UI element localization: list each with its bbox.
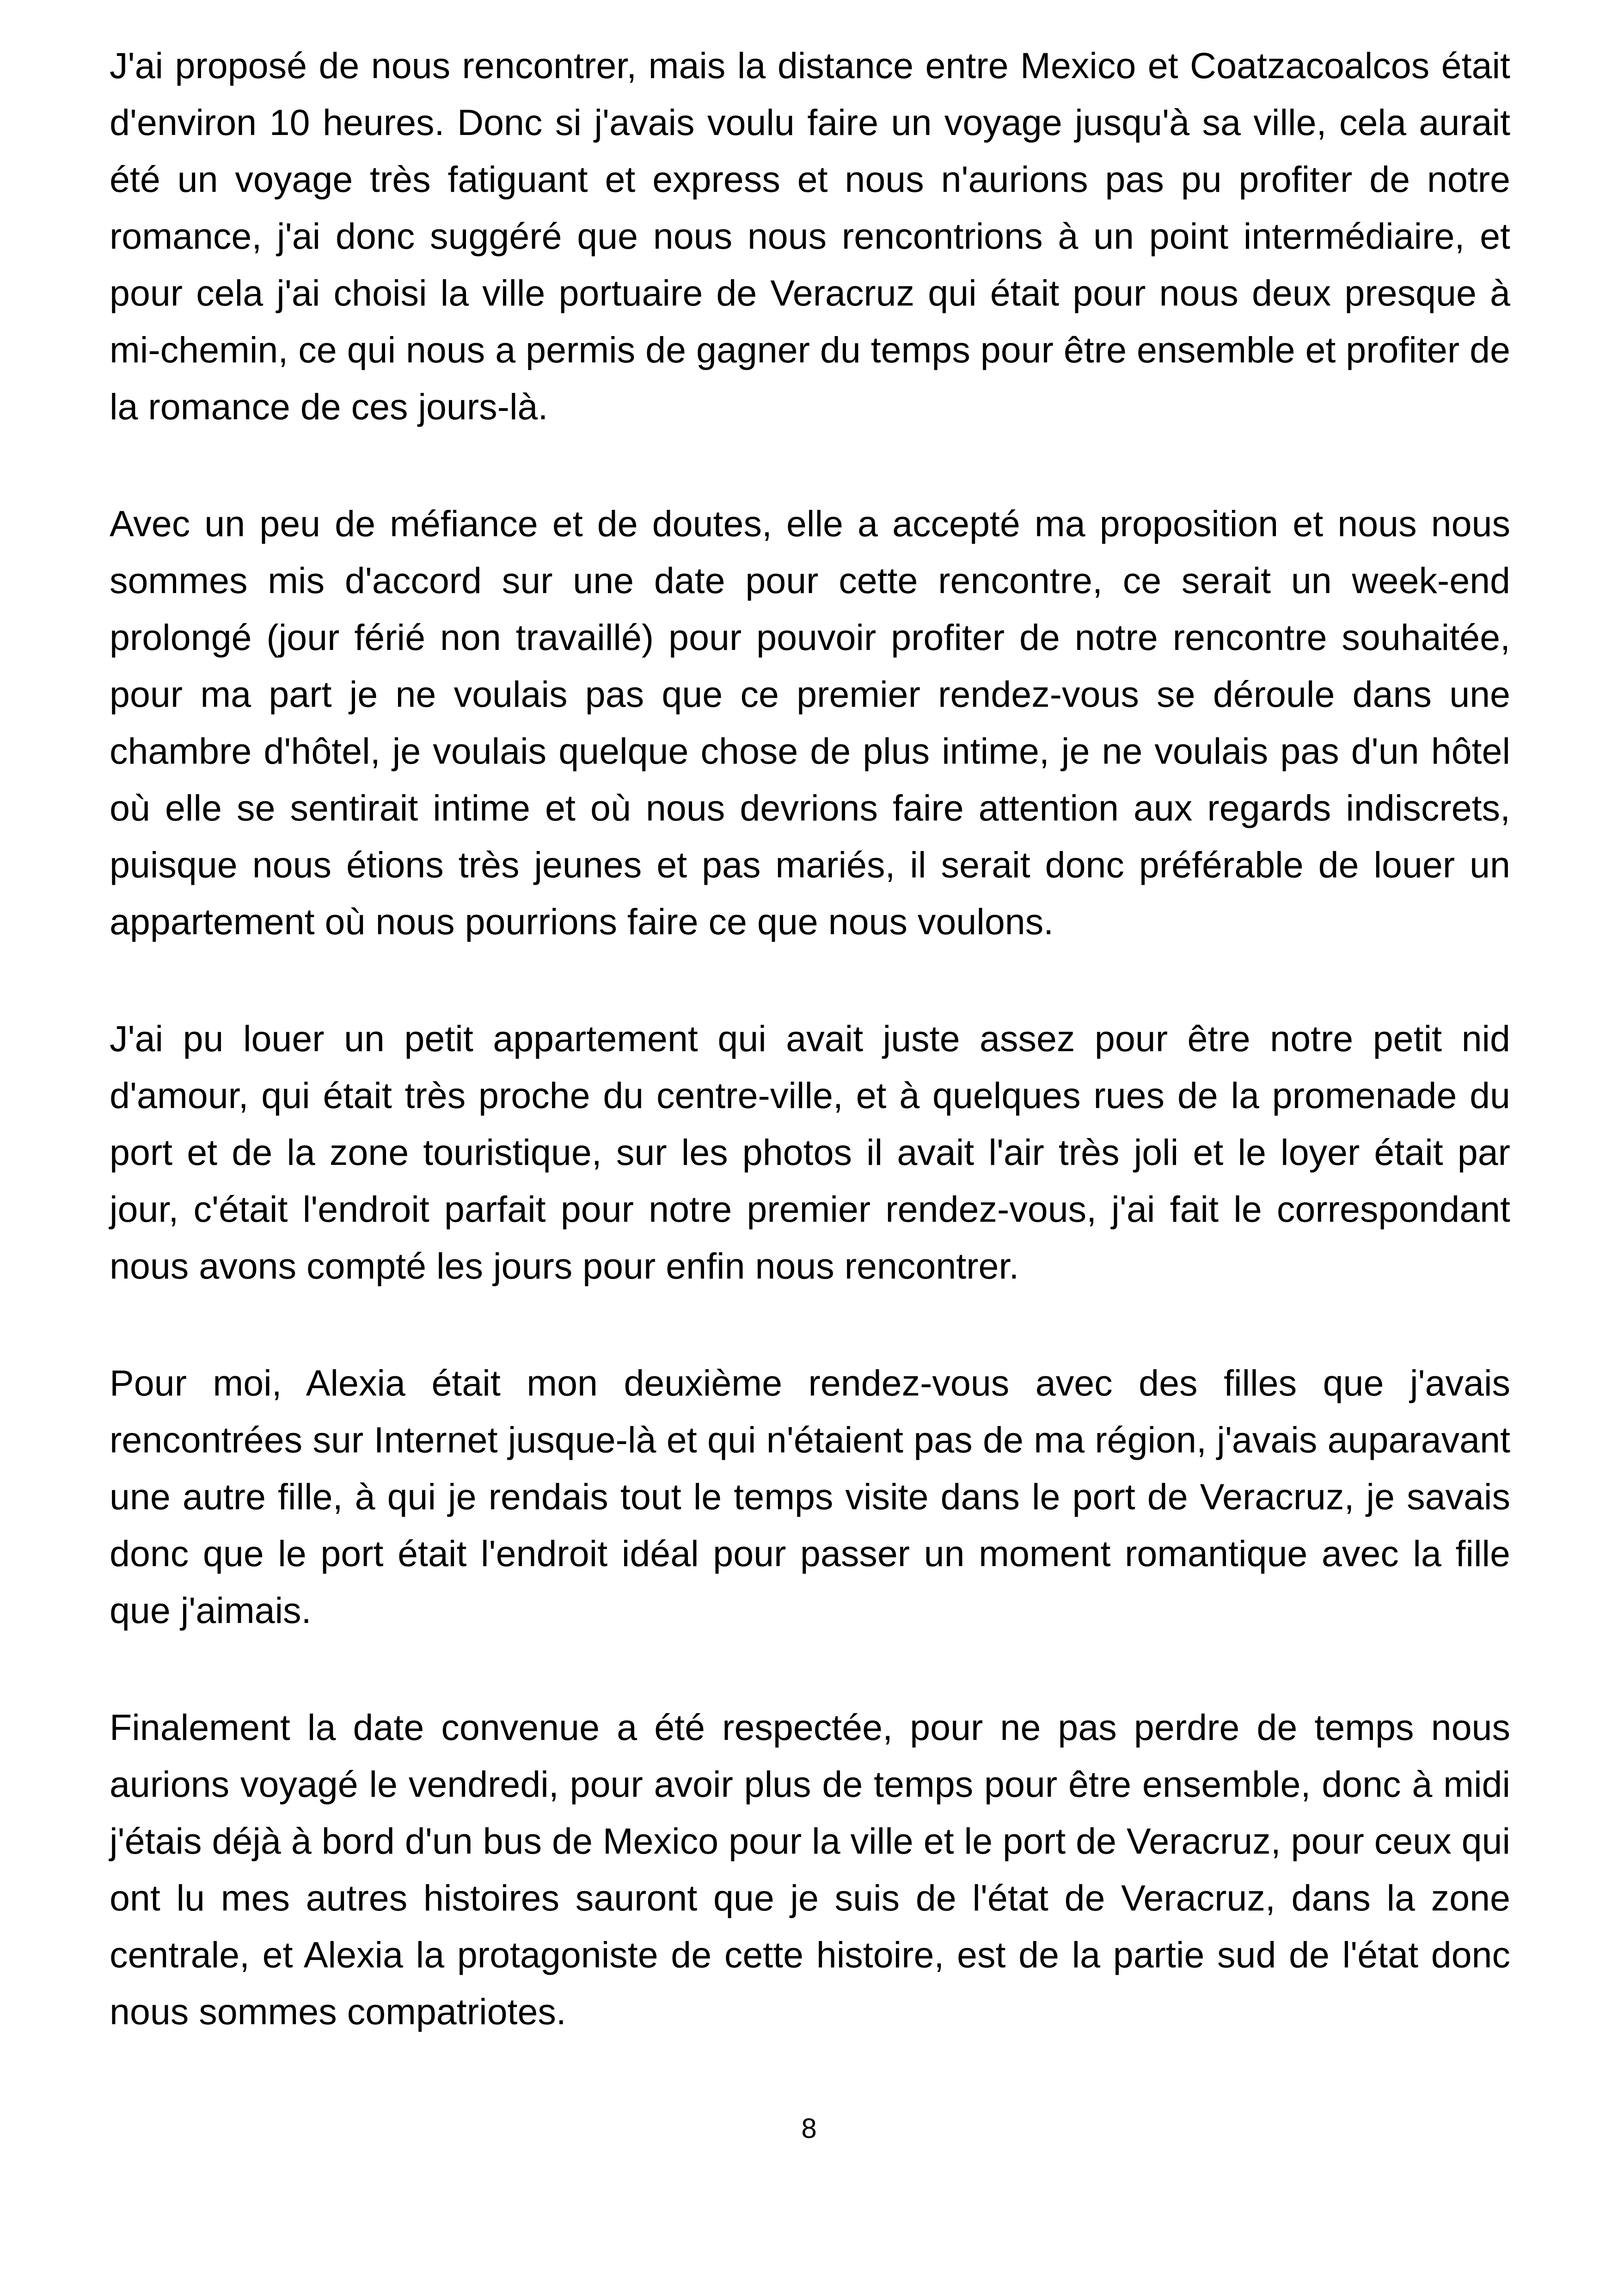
paragraph: Finalement la date convenue a été respectée, pour ne pas perdre de temps nous aurions voyagé le vendredi, pour avoir plus de temps pour être ensemble, donc à midi j'étais déjà à bord d'un bus de Mexico pour la ville et le port de Veracruz, pour ceux qui ont lu mes autres histoires sauront que je suis de l'état de Veracruz, dans la zone centrale, et Alexia la protagoniste de cette histoire, est de la partie sud de l'état donc nous sommes compatriotes. xyxy=(110,1707,1510,2032)
paragraph: Pour moi, Alexia était mon deuxième rendez-vous avec des filles que j'avais rencontrées sur Internet jusque-là et qui n'étaient pas de ma région, j'avais auparavant une autre fille, à qui je rendais tout le temps visite dans le port de Veracruz, je savais donc que le port était l'endroit idéal pour passer un moment romantique avec la fille que j'aimais. xyxy=(110,1362,1510,1631)
paragraph: J'ai proposé de nous rencontrer, mais la distance entre Mexico et Coatzacoalcos était d'environ 10 heures. Donc si j'avais voulu faire un voyage jusqu'à sa ville, cela aurait été un voyage très fatiguant et express et nous n'aurions pas pu profiter de notre romance, j'ai donc suggéré que nous nous rencontrions à un point intermédiaire, et pour cela j'ai choisi la ville portuaire de Veracruz qui était pour nous deux presque à mi-chemin, ce qui nous a permis de gagner du temps pour être ensemble et profiter de la romance de ces jours-là. xyxy=(110,45,1510,427)
paragraph: J'ai pu louer un petit appartement qui avait juste assez pour être notre petit nid d'amour, qui était très proche du centre-ville, et à quelques rues de la promenade du port et de la zone touristique, sur les photos il avait l'air très joli et le loyer était par jour, c'était l'endroit parfait pour notre premier rendez-vous, j'ai fait le correspondant nous avons compté les jours pour enfin nous rencontrer. xyxy=(110,1018,1510,1286)
page-number: 8 xyxy=(801,2113,817,2144)
paragraph: Avec un peu de méfiance et de doutes, elle a accepté ma proposition et nous nous sommes mis d'accord sur une date pour cette rencontre, ce serait un week-end prolongé (jour férié non travaillé) pour pouvoir profiter de notre rencontre souhaitée, pour ma part je ne voulais pas que ce premier rendez-vous se déroule dans une chambre d'hôtel, je voulais quelque chose de plus intime, je ne voulais pas d'un hôtel où elle se sentirait intime et où nous devrions faire attention aux regards indiscrets, puisque nous étions très jeunes et pas mariés, il serait donc préférable de louer un appartement où nous pourrions faire ce que nous voulons. xyxy=(110,503,1510,942)
body-text xyxy=(110,37,1510,2100)
